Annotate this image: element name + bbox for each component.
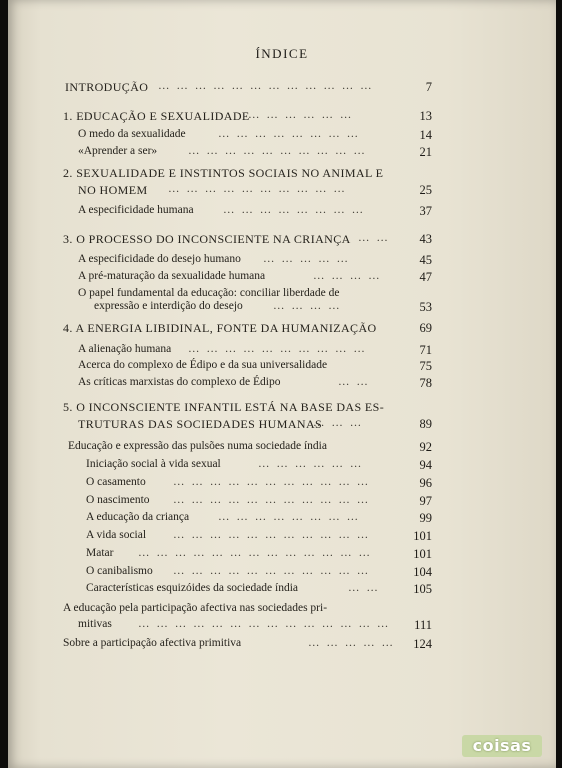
toc-entry-leader-dots: … … … … … (263, 253, 350, 265)
toc-entry-title: O medo da sexualidade (78, 128, 186, 140)
toc-entry-page-number: 101 (413, 547, 432, 561)
toc-entry-title: NO HOMEM (78, 183, 148, 197)
toc-entry (8, 476, 556, 494)
toc-entry (8, 547, 556, 565)
toc-entry-leader-dots: … … … … … … … … … … … … (158, 80, 374, 92)
toc-entry-title: 3. O PROCESSO DO INCONSCIENTE NA CRIANÇA (63, 232, 351, 246)
toc-entry (8, 145, 556, 163)
toc-entry-title: Matar (86, 547, 114, 559)
toc-entry-leader-dots: … … … … … … (258, 458, 364, 470)
toc-entry-page-number: 14 (419, 128, 432, 142)
toc-entry-leader-dots: … … … … … … … … … … … … … (138, 547, 372, 559)
toc-entry-page-number: 97 (419, 494, 432, 508)
toc-entry-title: A alienação humana (78, 343, 172, 355)
toc-entry (8, 376, 556, 394)
toc-entry (8, 359, 556, 377)
toc-entry-page-number: 25 (419, 183, 432, 197)
toc-entry (8, 204, 556, 222)
toc-entry-title: As críticas marxistas do complexo de Édipo (78, 376, 281, 388)
toc-entry-title: 4. A ENERGIA LIBIDINAL, FONTE DA HUMANIZAÇÃO (63, 321, 377, 335)
toc-entry (8, 183, 556, 201)
toc-entry-title: O casamento (86, 476, 146, 488)
toc-entry-leader-dots: … … … (313, 417, 364, 429)
toc-entry-leader-dots: … … … … … … (248, 109, 354, 121)
toc-entry-title: Iniciação social à vida sexual (86, 458, 221, 470)
toc-entry-leader-dots: … … … … (313, 270, 382, 282)
toc-entry (8, 128, 556, 146)
toc-entry-leader-dots: … … … … … … … … … … … (173, 529, 371, 541)
toc-entry (8, 458, 556, 476)
toc-entry (8, 618, 556, 636)
toc-entry-title: O canibalismo (86, 565, 153, 577)
toc-entry-title: O papel fundamental da educação: conciliar liberdade de (78, 287, 340, 299)
toc-entry-title: Sobre a participação afectiva primitiva (63, 637, 242, 649)
toc-entry-page-number: 104 (413, 565, 432, 579)
toc-entry-page-number: 47 (419, 270, 432, 284)
page-title: ÍNDICE (255, 46, 309, 61)
toc-entry (8, 529, 556, 547)
toc-entry-page-number: 105 (413, 582, 432, 596)
toc-entry-page-number: 45 (419, 253, 432, 267)
toc-entry-page-number: 96 (419, 476, 432, 490)
toc-entry-page-number: 37 (419, 204, 432, 218)
toc-entry-leader-dots: … … … … … … … … (223, 204, 366, 216)
toc-entry-title: A especificidade humana (78, 204, 194, 216)
toc-entry-leader-dots: … … … … (273, 300, 342, 312)
toc-entry-leader-dots: … … … … … … … … (218, 128, 361, 140)
toc-entry-page-number: 124 (413, 637, 432, 651)
toc-entry-title: Educação e expressão das pulsões numa sociedade índia (68, 440, 327, 452)
toc-entry-page-number: 43 (419, 232, 432, 246)
toc-entry (8, 270, 556, 288)
toc-entry-title: A especificidade do desejo humano (78, 253, 241, 265)
toc-entry-page-number: 78 (419, 376, 432, 390)
toc-entry-page-number: 92 (419, 440, 432, 454)
toc-entry-page-number: 111 (414, 618, 432, 632)
toc-entry-title: 5. O INCONSCIENTE INFANTIL ESTÁ NA BASE DAS ES- (63, 400, 385, 414)
toc-entry-leader-dots: … … (338, 376, 370, 388)
watermark-logo: coisas (462, 735, 542, 757)
toc-entry-leader-dots: … … … … … … … … … … … … … … (138, 618, 391, 630)
toc-entry-title: 2. SEXUALIDADE E INSTINTOS SOCIAIS NO ANIMAL E (63, 166, 384, 180)
toc-entry (8, 253, 556, 271)
toc-entry (8, 565, 556, 583)
toc-entry (8, 440, 556, 458)
toc-entry-title: A educação da criança (86, 511, 190, 523)
toc-entry (8, 232, 556, 250)
toc-entry (8, 166, 556, 184)
toc-entry (8, 321, 556, 339)
toc-entry-page-number: 75 (419, 359, 432, 373)
toc-entry-page-number: 94 (419, 458, 432, 472)
toc-entry-page-number: 101 (413, 529, 432, 543)
toc-entry (8, 80, 556, 98)
toc-entry (8, 109, 556, 127)
toc-entry-title: 1. EDUCAÇÃO E SEXUALIDADE (63, 109, 250, 123)
toc-entry-leader-dots: … … … … … (308, 637, 395, 649)
toc-entry-page-number: 89 (419, 417, 432, 431)
toc-entry-title: Características esquizóides da sociedade índia (86, 582, 299, 594)
toc-entry-page-number: 99 (419, 511, 432, 525)
toc-entry (8, 400, 556, 418)
book-page (8, 0, 556, 768)
toc-entry-title: A pré-maturação da sexualidade humana (78, 270, 266, 282)
toc-entry-title: «Aprender a ser» (78, 145, 158, 157)
toc-entry (8, 300, 556, 318)
toc-entry (8, 494, 556, 512)
toc-entry (8, 637, 556, 655)
toc-entry-title: mitivas (78, 618, 112, 630)
toc-entry (8, 417, 556, 435)
toc-entry-title: INTRODUÇÃO (65, 80, 149, 94)
toc-entry-page-number: 13 (419, 109, 432, 123)
toc-entry-leader-dots: … … … … … … … … … … (188, 343, 367, 355)
toc-entry-title: expressão e interdição do desejo (94, 300, 243, 312)
toc-entry-page-number: 53 (419, 300, 432, 314)
toc-entry (8, 582, 556, 600)
toc-entry-leader-dots: … … … … … … … … … … … (173, 476, 371, 488)
toc-entry-title: Acerca do complexo de Édipo e da sua universalidade (78, 359, 328, 371)
toc-entry-leader-dots: … … … … … … … … (218, 511, 361, 523)
toc-entry-leader-dots: … … (348, 582, 380, 594)
toc-entry-leader-dots: … … … … … … … … … … … (173, 494, 371, 506)
toc-entry-page-number: 69 (419, 321, 432, 335)
toc-entry-leader-dots: … … … … … … … … … … (188, 145, 367, 157)
toc-entry-leader-dots: … … … … … … … … … … (168, 183, 347, 195)
toc-entry-title: A educação pela participação afectiva nas sociedades pri- (63, 602, 328, 614)
toc-entry (8, 511, 556, 529)
toc-entry-title: A vida social (86, 529, 147, 541)
toc-entry-page-number: 21 (419, 145, 432, 159)
toc-entry-page-number: 7 (425, 80, 432, 94)
toc-entry-leader-dots: … … … … … … … … … … … (173, 565, 371, 577)
toc-entry-page-number: 71 (419, 343, 432, 357)
toc-entry-leader-dots: … … (358, 232, 390, 244)
toc-entry-title: TRUTURAS DAS SOCIEDADES HUMANAS (78, 417, 323, 431)
toc-entry-title: O nascimento (86, 494, 150, 506)
